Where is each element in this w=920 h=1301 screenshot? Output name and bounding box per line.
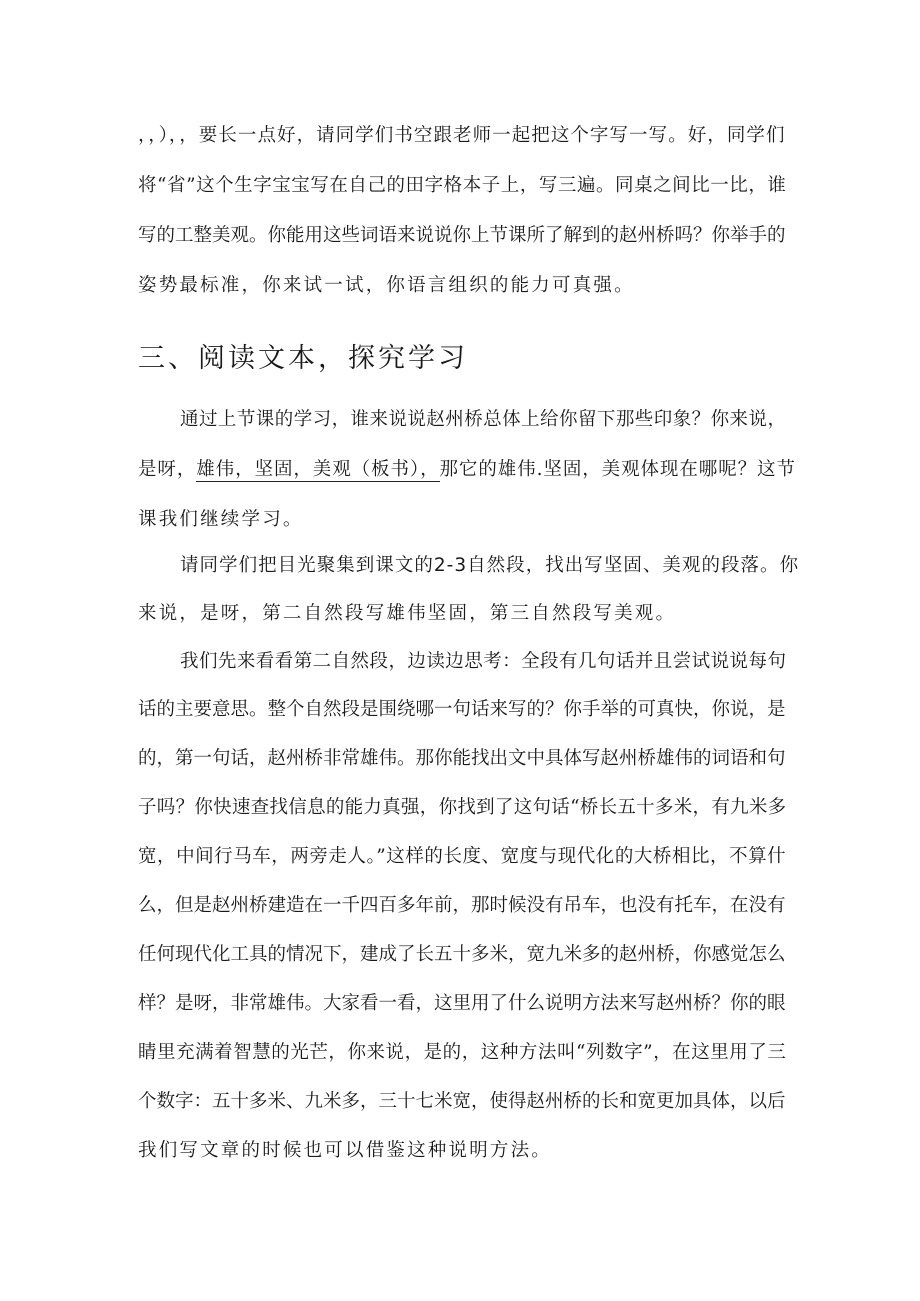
- para3-line-7: 任何现代化工具的情况下，建成了长五十多米，宽九米多的赵州桥，你感觉怎么: [138, 944, 786, 965]
- para1-line-1: 通过上节课的学习，谁来说说赵州桥总体上给你留下那些印象？你来说，: [180, 409, 787, 430]
- para3-line-3: 的，第一句话，赵州桥非常雄伟。那你能找出文中具体写赵州桥雄伟的词语和句: [138, 748, 786, 769]
- para3-line-8: 样？是呀，非常雄伟。大家看一看，这里用了什么说明方法来写赵州桥？你的眼: [138, 993, 786, 1014]
- section-heading: 三、阅读文本，探究学习: [138, 343, 468, 374]
- para2-line-1: [180, 552, 799, 580]
- intro-line-1: ，，），，要长一点好，请同学们书空跟老师一起把这个字写一写。好，同学们: [138, 125, 786, 146]
- para1-line-3: 课我们继续学习。: [138, 509, 304, 530]
- para2-line-1-b: 自然段，找出写坚固、美观的段落。你: [467, 555, 800, 576]
- para3-line-11: 我们写文章的时候也可以借鉴这种说明方法。: [138, 1140, 553, 1161]
- para3-line-10: 个数字：五十多米、九米多，三十七米宽，使得赵州桥的长和宽更加具体，以后: [138, 1091, 786, 1112]
- para1-line-2-suffix: 那它的雄伟.坚固，美观体现在哪呢？这节: [439, 459, 796, 480]
- para3-line-2: 话的主要意思。整个自然段是围绕哪一句话来写的？你手举的可真快，你说，是: [138, 699, 786, 720]
- blackboard-keywords: 雄伟，坚固，美观（板书），: [196, 459, 440, 480]
- para1-line-2: [138, 456, 796, 484]
- para3-line-6: 么，但是赵州桥建造在一千四百多年前，那时候没有吊车，也没有托车，在没有: [138, 895, 786, 916]
- para3-line-5: 宽，中间行马车，两旁走人。”这样的长度、宽度与现代化的大桥相比，不算什: [138, 846, 787, 867]
- para3-line-9: 睛里充满着智慧的光芒，你来说，是的，这种方法叫“列数字”，在这里用了三: [138, 1042, 787, 1063]
- intro-line-2: 将“省”这个生字宝宝写在自己的田字格本子上，写三遍。同桌之间比一比，谁: [138, 175, 787, 196]
- intro-line-4: 姿势最标准，你来试一试，你语言组织的能力可真强。: [138, 275, 635, 296]
- para2-line-2: 来说，是呀，第二自然段写雄伟坚固，第三自然段写美观。: [138, 603, 677, 624]
- para3-line-4: 子吗？你快速查找信息的能力真强，你找到了这句话“桥长五十多米，有九米多: [138, 797, 787, 818]
- intro-line-3: 写的工整美观。你能用这些词语来说说你上节课所了解到的赵州桥吗？你举手的: [138, 225, 786, 246]
- para3-line-1: 我们先来看看第二自然段，边读边思考：全段有几句话并且尝试说说每句: [180, 651, 787, 672]
- para2-line-1-a: 请同学们把目光聚集到课文的: [180, 555, 434, 576]
- paragraph-range: 2-3: [433, 555, 468, 576]
- para1-line-2-prefix: 是呀，: [138, 459, 197, 480]
